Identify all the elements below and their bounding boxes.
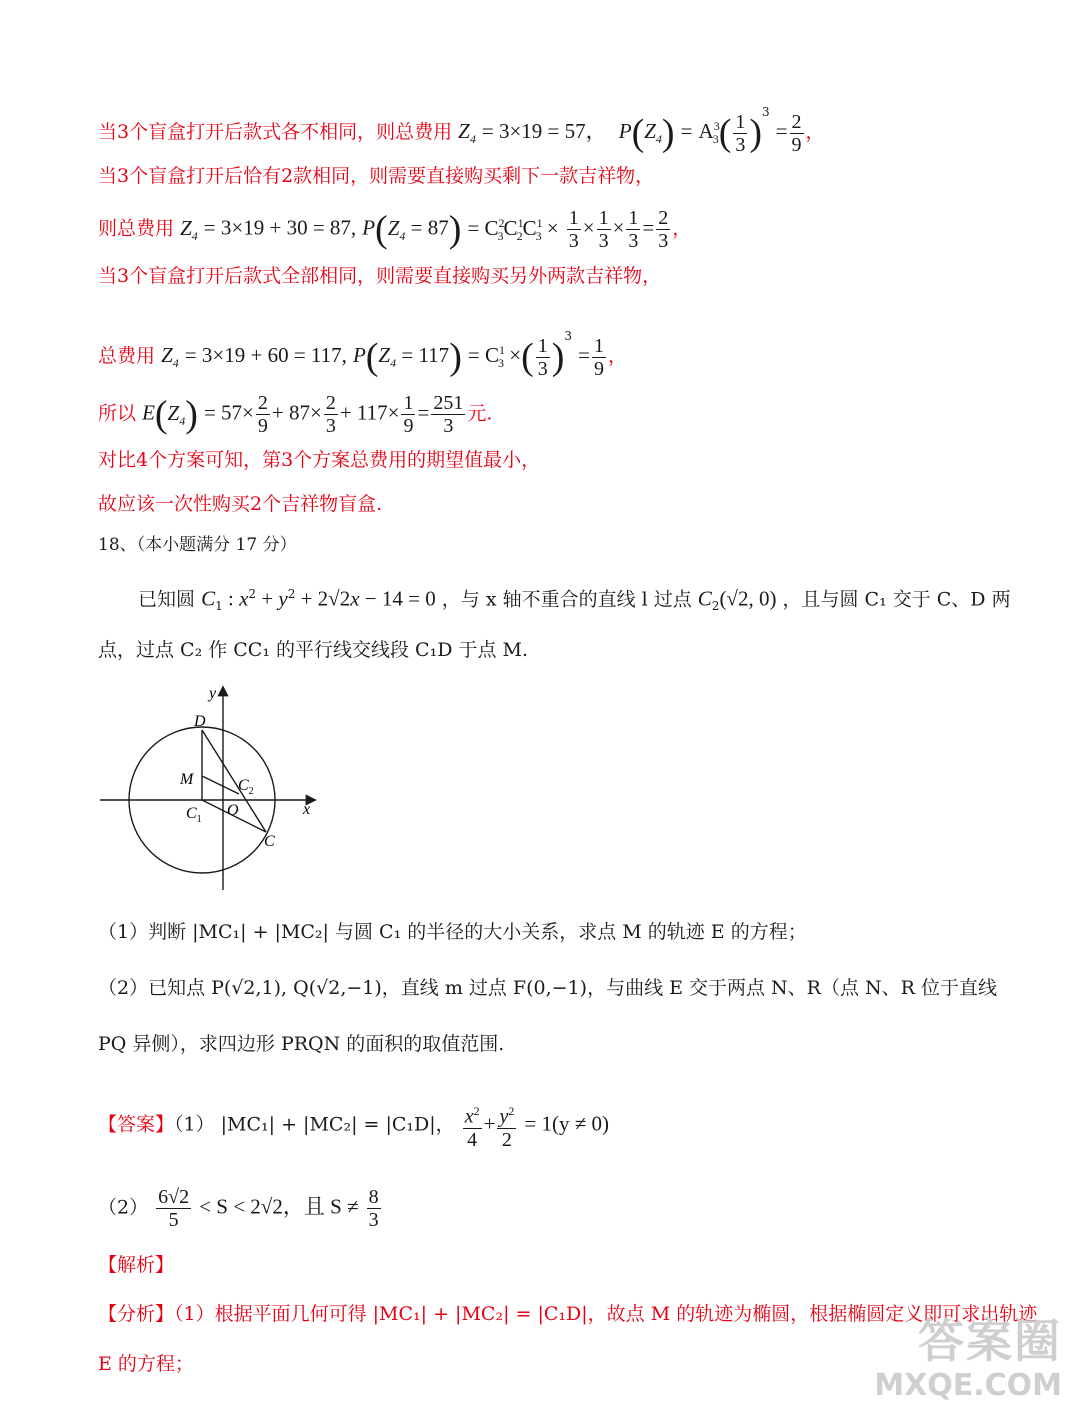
geometry-figure — [98, 684, 328, 894]
text: 已知圆 — [138, 588, 196, 611]
question-stem-2: 点，过点 C₂ 作 CC₁ 的平行线交线段 C₁D 于点 M. — [98, 639, 529, 661]
math: = 3×19 = 57， — [481, 119, 607, 143]
solution-line-3: 则总费用 $Z_4 = 3\times 19 + 30 = 87$, $P(Z_4 = 87) = C^2_3C^1_2C^1_3$ × $\frac{1}{3}$ × $\frac{1}{3}$ × $\frac{1}{3}$ = $\frac{2}{3}$ ， — [98, 207, 692, 252]
answer-line-2: （2） $\frac{6√2}{5}$ < S < 2√2，且 S ≠ $\frac{8}{3}$ — [98, 1186, 379, 1231]
text: 总费用 — [98, 345, 156, 367]
text: ，且与圆 C₁ 交于 C、D 两 — [782, 588, 1011, 611]
answer-line-1: 【答案】（1） |MC₁| + |MC₂| = |C₁D|， $\frac{x^2}{4}$ + $\frac{y^2}{2}$ = 1(y ≠ 0) — [98, 1100, 609, 1151]
watermark-logo: 答案圈 — [918, 1314, 1062, 1368]
solution-line-5: 总费用 $Z_4 = 3\times 19 + 60 = 117$, $P(Z_4 = 117) = C^1_3$ ×( $\frac{1}{3}$ )$^3$ = $\frac{1}{9}$ ， — [98, 329, 627, 380]
text: 所以 — [98, 402, 137, 425]
math: = 1(y ≠ 0) — [524, 1111, 609, 1136]
watermark-url: MXQE.COM — [874, 1368, 1062, 1403]
text: （2） — [98, 1196, 149, 1219]
solution-line-1: 当3个盲盒打开后款式各不相同，则总费用 $Z_4 = 3\times 19 = 57$， $P(Z_4) = A^3_3$( $\frac{1}{3}$ )$^3$ = $\frac{2}{9}$ ， — [98, 105, 825, 156]
text: （1）根据平面几何可得 |MC₁| + |MC₂| = |C₁D|，故点 M 的轨迹为椭圆，根据椭圆定义即可求出轨迹 — [174, 1303, 1038, 1325]
sub-question-2a: （2）已知点 P(√2,1), Q(√2,−1)，直线 m 过点 F(0,−1)，与曲线 E 交于两点 N、R（点 N、R 位于直线 — [98, 977, 997, 999]
fenxi-label: 【分析】 — [98, 1303, 175, 1325]
fenxi-line-2: E 的方程； — [98, 1353, 194, 1375]
label-c: C — [264, 833, 275, 850]
sub-question-1: （1）判断 |MC₁| + |MC₂| 与圆 C₁ 的半径的大小关系，求点 M 的轨迹 E 的方程； — [98, 921, 807, 943]
label-o: O — [227, 802, 239, 819]
label-m: M — [180, 771, 194, 788]
text: 当3个盲盒打开后款式各不相同，则总费用 — [98, 121, 453, 143]
sub-question-2b: PQ 异侧），求四边形 PRQN 的面积的取值范围. — [98, 1033, 505, 1055]
solution-line-6: 所以 $E(Z_4) = 57\times$ $\frac{2}{9}$ + 87× $\frac{2}{3}$ + 117× $\frac{1}{9}$ = $\frac{251}{3}$ 元. — [98, 392, 493, 437]
math: P — [618, 119, 632, 143]
text: ，与 x 轴不重合的直线 l 过点 — [441, 588, 692, 611]
question-header: 18、（本小题满分 17 分） — [98, 535, 297, 555]
label-d: D — [194, 713, 206, 730]
solution-line-8: 故应该一次性购买2个吉祥物盲盒. — [98, 493, 383, 515]
label-c2: $C_2$ — [238, 777, 254, 797]
math: = 3×19 + 30 = 87, — [203, 215, 357, 240]
analysis-label: 【解析】 — [98, 1254, 175, 1276]
math: = 3×19 + 60 = 117, — [184, 343, 347, 367]
text: 则总费用 — [98, 217, 175, 240]
label-y: y — [209, 685, 217, 702]
question-stem-1: 已知圆 $C_1$ : $x^2 + y^2 + 2√2x - 14 = 0$ ，与 x 轴不重合的直线 l 过点 $C_2(√2$, 0) ，且与圆 C₁ 交于 C、D 两 — [138, 586, 1011, 614]
solution-line-4: 当3个盲盒打开后款式全部相同，则需要直接购买另外两款吉祥物， — [98, 265, 662, 287]
label-c1: $C_1$ — [186, 805, 202, 825]
math: $Z_4$ — [458, 119, 476, 147]
answer-label: 【答案】 — [98, 1113, 175, 1136]
segment-m-c2 — [202, 776, 239, 794]
label-x: x — [303, 801, 311, 818]
text: （1） |MC₁| + |MC₂| = |C₁D|， — [174, 1113, 455, 1136]
fenxi-line-1 — [98, 1300, 1037, 1328]
solution-line-2: 当3个盲盒打开后恰有2款相同，则需要直接购买剩下一款吉祥物， — [98, 165, 655, 187]
math: = — [680, 119, 693, 143]
math: < S < 2√2，且 S ≠ — [199, 1194, 359, 1219]
solution-line-7: 对比4个方案可知，第3个方案总费用的期望值最小， — [98, 449, 541, 471]
